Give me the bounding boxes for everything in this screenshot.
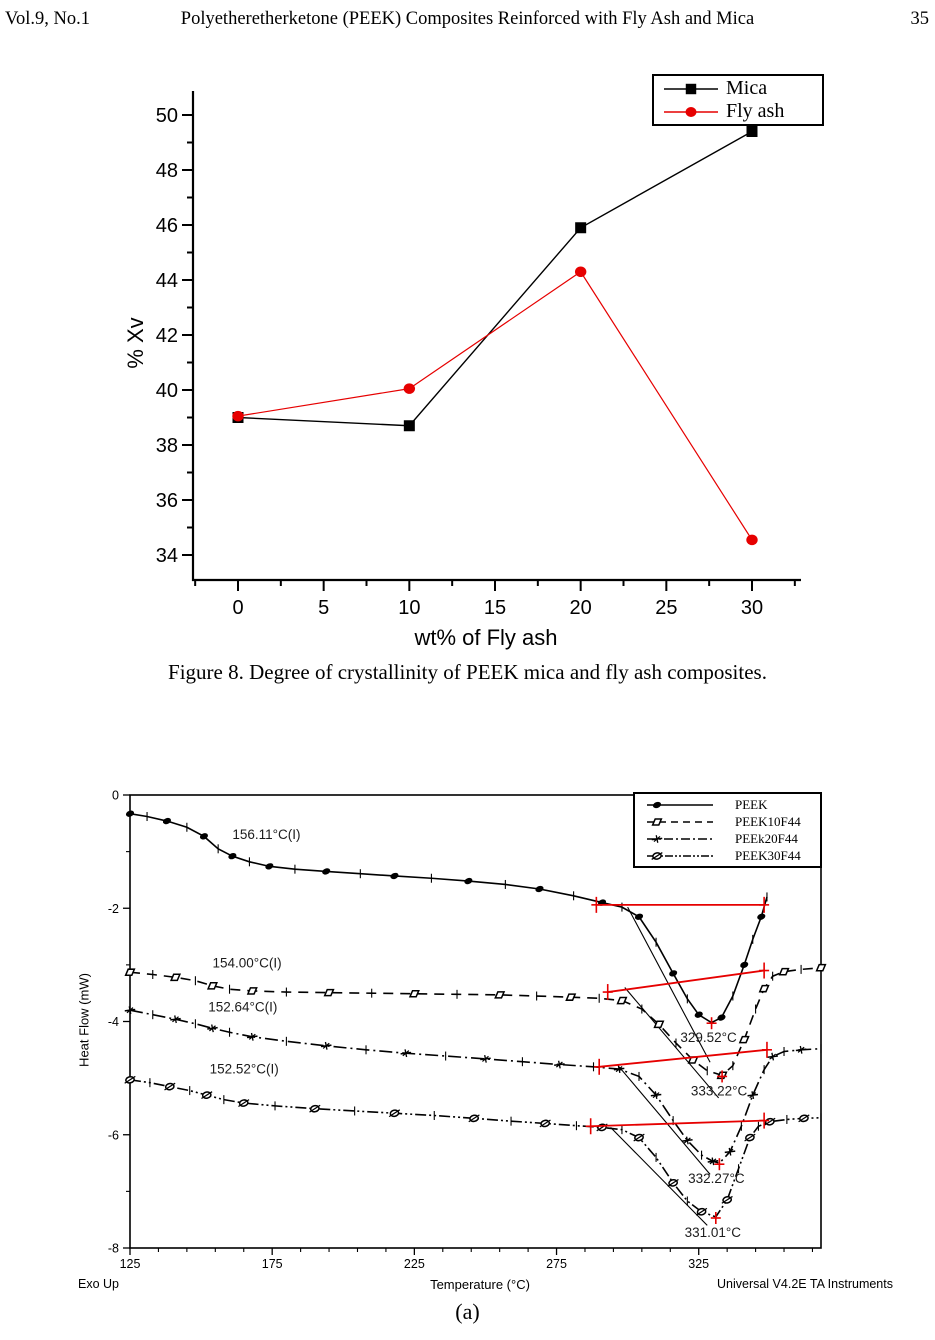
y-tick-label: -4 (107, 1015, 119, 1029)
slashed-circle-marker (722, 1196, 733, 1204)
y-tick-label: 40 (155, 380, 178, 402)
y-tick-label: 44 (155, 270, 178, 292)
instrument-label: Universal V4.2E TA Instruments (716, 1277, 893, 1291)
legend-label: PEEK30F44 (735, 847, 801, 863)
integration-baseline (599, 1050, 767, 1067)
y-tick-label: -2 (107, 901, 119, 916)
figure-caption: Figure 8. Degree of crystallinity of PEEK mica and fly ash composites. (168, 660, 767, 684)
y-tick-label: 34 (155, 545, 178, 567)
star-marker (767, 1053, 777, 1061)
chart1-y-axis-title: % Xv (123, 317, 148, 369)
filled-circle-marker (404, 383, 415, 394)
star-marker (125, 1006, 135, 1014)
ellipse-glyph (716, 1013, 726, 1022)
legend-sample (641, 847, 729, 865)
square-glyph (404, 420, 415, 431)
dsc-curve-PEEK30F44 (130, 1080, 821, 1217)
filled-ellipse-marker (739, 961, 749, 970)
filled-circle-marker (686, 106, 697, 116)
legend-label: PEEK (735, 796, 768, 812)
dsc-chart-legend (633, 792, 822, 868)
ellipse-glyph (227, 852, 237, 861)
open-square-marker (566, 994, 575, 1000)
ellipse-glyph (264, 862, 274, 871)
filled-square-marker (575, 222, 586, 233)
filled-ellipse-marker (227, 852, 237, 861)
ellipse-glyph (634, 912, 644, 921)
legend-label: PEEk20F44 (735, 830, 798, 846)
y-tick-label: -6 (107, 1128, 119, 1143)
ellipse-glyph (321, 867, 331, 876)
filled-ellipse-marker (321, 867, 331, 876)
legend-item (641, 796, 820, 813)
legend-item (641, 847, 820, 864)
open-square-glyph (653, 818, 662, 824)
dsc-curve-PEEK10F44 (130, 968, 821, 1076)
open-square-glyph (780, 969, 789, 975)
filled-ellipse-marker (634, 912, 644, 921)
open-square-marker (126, 969, 135, 975)
y-tick-label: 38 (155, 435, 178, 457)
slashed-circle-marker (238, 1099, 249, 1107)
paper-title: Polyetheretherketone (PEEK) Composites Reinforced with Fly Ash and Mica (180, 9, 755, 29)
x-tick-label: 5 (318, 597, 330, 619)
ellipse-glyph (463, 877, 473, 886)
filled-circle-marker (575, 266, 586, 277)
ellipse-glyph (668, 969, 678, 978)
slashed-circle-marker (125, 1076, 136, 1084)
slashed-circle-marker (745, 1134, 756, 1142)
open-square-glyph (208, 983, 217, 989)
open-square-glyph (248, 988, 257, 994)
star-marker (725, 1148, 735, 1156)
slashed-circle-marker (389, 1109, 400, 1117)
open-square-marker (208, 983, 217, 989)
open-square-marker (495, 992, 504, 998)
open-square-marker (760, 986, 769, 992)
legend-sample (641, 830, 729, 848)
exo-up-label: Exo Up (78, 1277, 119, 1291)
circle-glyph (575, 266, 586, 277)
filled-square-marker (404, 420, 415, 431)
star-marker (651, 1091, 661, 1099)
filled-ellipse-marker (668, 969, 678, 978)
filled-ellipse-marker (534, 885, 544, 894)
ellipse-glyph (162, 817, 172, 826)
open-square-glyph (495, 992, 504, 998)
filled-ellipse-marker (652, 800, 662, 809)
x-tick-label: 175 (261, 1257, 283, 1271)
y-tick-label: 46 (155, 215, 178, 237)
ellipse-glyph (756, 912, 766, 921)
x-tick-label: 20 (569, 597, 592, 619)
filled-square-marker (746, 126, 757, 137)
slashed-circle-marker (469, 1114, 480, 1122)
filled-ellipse-marker (125, 809, 135, 818)
slashed-circle-marker (201, 1091, 212, 1099)
filled-square-marker (686, 83, 696, 93)
x-tick-label: 25 (655, 597, 678, 619)
legend-item (641, 813, 820, 830)
glass-transition-label: 156.11°C(I) (232, 827, 301, 843)
star-marker (247, 1033, 257, 1041)
ellipse-glyph (389, 872, 399, 881)
legend-item (662, 100, 822, 123)
page-number: 35 (910, 9, 929, 29)
legend-label: Fly ash (726, 100, 785, 122)
slashed-circle-marker (764, 1118, 775, 1126)
y-tick-label: 42 (155, 325, 178, 347)
legend-sample (662, 103, 722, 121)
star-marker (748, 1091, 758, 1099)
x-tick-label: 0 (232, 597, 244, 619)
open-square-glyph (566, 994, 575, 1000)
open-square-marker (780, 969, 789, 975)
filled-ellipse-marker (756, 912, 766, 921)
open-square-glyph (126, 969, 135, 975)
glass-transition-label: 152.52°C(I) (209, 1061, 279, 1077)
open-square-glyph (171, 974, 180, 980)
peak-temperature-label: 331.01°C (684, 1224, 742, 1240)
filled-ellipse-marker (162, 817, 172, 826)
star-marker (207, 1024, 217, 1032)
glass-transition-label: 152.64°C(I) (208, 999, 278, 1015)
y-tick-label: 50 (155, 105, 178, 127)
legend-label: PEEK10F44 (735, 813, 801, 829)
filled-ellipse-marker (716, 1013, 726, 1022)
legend-sample (641, 796, 729, 814)
star-marker (321, 1042, 331, 1050)
star-marker (554, 1061, 564, 1069)
open-square-glyph (410, 991, 419, 997)
star-marker (796, 1046, 806, 1054)
y-tick-label: -8 (107, 1241, 119, 1256)
ellipse-glyph (739, 961, 749, 970)
chart2-y-axis-title: Heat Flow (mW) (76, 973, 92, 1067)
x-tick-label: 30 (740, 597, 764, 619)
slashed-circle-marker (799, 1114, 810, 1122)
slashed-circle-marker (540, 1120, 551, 1128)
legend-label: Mica (726, 77, 768, 99)
y-tick-label: 36 (155, 490, 178, 512)
glass-transition-label: 154.00°C(I) (212, 955, 282, 971)
circle-glyph (686, 106, 697, 116)
ellipse-glyph (534, 885, 544, 894)
chart1-axes (193, 91, 801, 580)
filled-ellipse-marker (389, 872, 399, 881)
open-square-marker (653, 818, 662, 824)
chart1-x-axis-title: wt% of Fly ash (414, 625, 558, 650)
peak-temperature-label: 333.22°C (690, 1083, 748, 1099)
Fly ash-series-line (238, 272, 752, 540)
circle-glyph (404, 383, 415, 394)
x-tick-label: 325 (688, 1257, 710, 1271)
slashed-circle-marker (164, 1083, 175, 1091)
crystallinity-chart-legend (652, 74, 824, 126)
star-marker (401, 1049, 411, 1057)
square-glyph (575, 222, 586, 233)
slashed-circle-marker (597, 1124, 608, 1132)
x-tick-label: 275 (546, 1257, 567, 1271)
open-square-marker (410, 991, 419, 997)
slashed-circle-marker (652, 852, 663, 860)
integration-baseline (608, 971, 764, 993)
open-square-glyph (760, 986, 769, 992)
filled-circle-marker (746, 535, 757, 546)
open-square-marker (248, 988, 257, 994)
x-tick-label: 225 (403, 1257, 425, 1271)
chart2-x-axis-title: Temperature (°C) (430, 1277, 530, 1292)
star-marker (170, 1015, 180, 1023)
filled-ellipse-marker (264, 862, 274, 871)
star-marker (652, 835, 662, 843)
x-tick-label: 15 (483, 597, 507, 619)
square-glyph (686, 83, 696, 93)
open-square-glyph (817, 965, 826, 971)
peak-temperature-label: 329.52°C (680, 1030, 737, 1046)
filled-circle-marker (232, 411, 243, 422)
open-square-glyph (740, 1037, 749, 1043)
circle-glyph (746, 535, 757, 546)
slashed-circle-marker (668, 1179, 679, 1187)
filled-ellipse-marker (463, 877, 473, 886)
square-glyph (746, 126, 757, 137)
open-square-marker (740, 1037, 749, 1043)
crystallinity-chart (156, 91, 801, 619)
legend-item (662, 77, 822, 100)
star-marker (480, 1055, 490, 1063)
ellipse-glyph (125, 809, 135, 818)
x-tick-label: 10 (398, 597, 421, 619)
legend-sample (662, 80, 722, 98)
peak-temperature-label: 332.27°C (688, 1171, 745, 1187)
legend-sample (641, 813, 729, 831)
y-tick-label: 0 (112, 788, 119, 803)
open-square-marker (171, 974, 180, 980)
x-tick-label: 125 (119, 1257, 141, 1271)
subfigure-label: (a) (455, 1299, 480, 1324)
open-square-marker (325, 990, 334, 996)
ellipse-glyph (652, 800, 662, 809)
legend-item (641, 830, 820, 847)
open-square-glyph (325, 990, 334, 996)
slashed-circle-marker (634, 1134, 645, 1142)
y-tick-label: 48 (155, 160, 178, 182)
open-square-marker (817, 965, 826, 971)
circle-glyph (232, 411, 243, 422)
slashed-circle-marker (310, 1105, 321, 1113)
journal-volume: Vol.9, No.1 (5, 9, 90, 29)
Mica-series-line (238, 132, 752, 426)
